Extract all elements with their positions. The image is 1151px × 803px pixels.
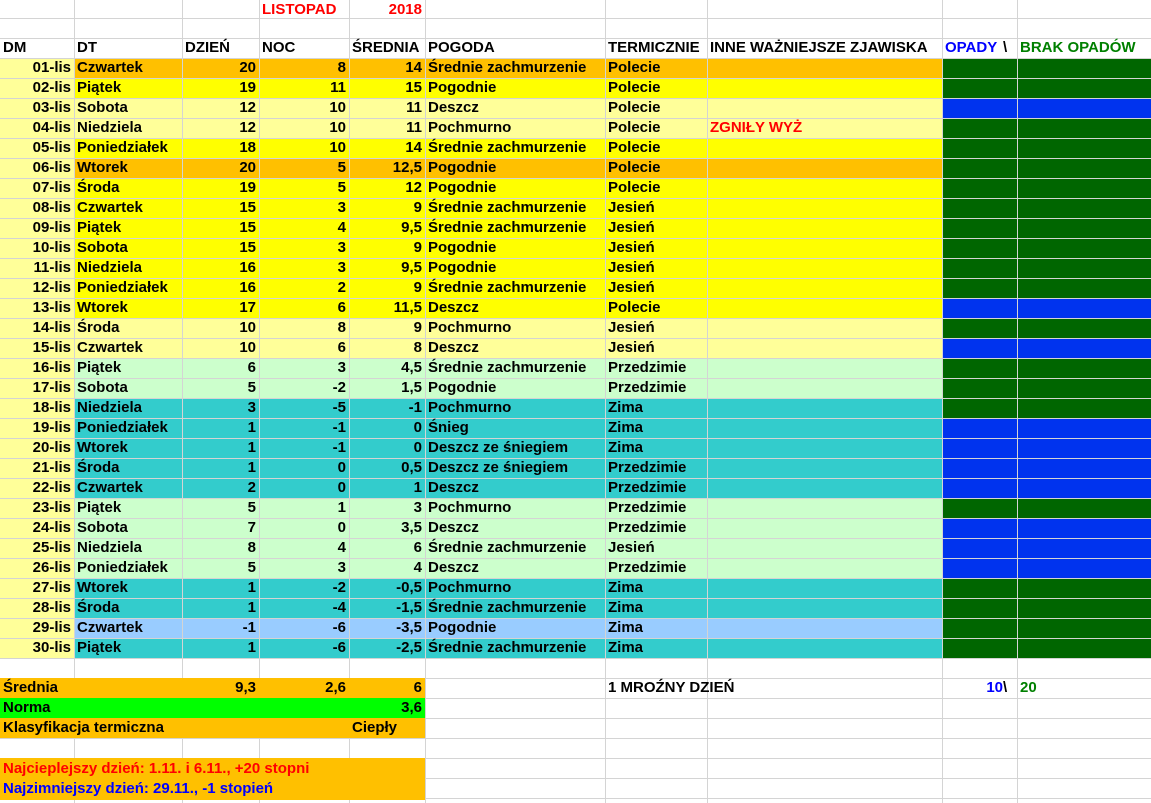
- precip-fill: [942, 278, 1151, 298]
- row-avg-temp: 8: [413, 339, 422, 356]
- row-day-temp: -1: [242, 619, 256, 636]
- row-weather: Pochmurno: [428, 119, 512, 136]
- row-day-temp: 10: [239, 319, 256, 336]
- row-weekday: Wtorek: [77, 299, 128, 316]
- row-weather: Pogodnie: [428, 179, 497, 196]
- row-thermal: Zima: [608, 579, 644, 596]
- grid-hline: [0, 658, 1151, 659]
- row-night-temp: 4: [337, 539, 346, 556]
- precip-fill: [942, 78, 1151, 98]
- row-day-temp: 15: [239, 199, 256, 216]
- row-date: 25-lis: [32, 539, 71, 556]
- row-weekday: Środa: [77, 179, 120, 196]
- row-day-temp: 18: [239, 139, 256, 156]
- row-weather: Pogodnie: [428, 379, 497, 396]
- summary-class-value: Ciepły: [352, 719, 398, 736]
- row-weekday: Piątek: [77, 219, 122, 236]
- header-precip: OPADY: [945, 39, 998, 56]
- row-avg-temp: 15: [405, 79, 422, 96]
- row-date: 24-lis: [32, 519, 71, 536]
- row-date: 10-lis: [32, 239, 71, 256]
- precip-fill: [942, 318, 1151, 338]
- row-weekday: Poniedziałek: [77, 419, 168, 436]
- row-day-temp: 1: [247, 419, 256, 436]
- row-avg-temp: 11: [406, 119, 422, 136]
- row-avg-temp: 9: [413, 199, 422, 216]
- row-thermal: Polecie: [608, 139, 661, 156]
- row-date: 21-lis: [32, 459, 71, 476]
- coldest-day-note: Najzimniejszy dzień: 29.11., -1 stopień: [3, 780, 274, 797]
- row-date: 06-lis: [32, 159, 71, 176]
- precip-fill: [942, 58, 1151, 78]
- row-weather: Pochmurno: [428, 399, 512, 416]
- precip-fill: [942, 598, 1151, 618]
- row-night-temp: -1: [332, 419, 346, 436]
- row-night-temp: -5: [332, 399, 346, 416]
- row-weather: Deszcz: [428, 479, 479, 496]
- row-thermal: Jesień: [608, 319, 655, 336]
- row-day-temp: 15: [239, 219, 256, 236]
- row-night-temp: 8: [337, 59, 346, 76]
- header-weather: POGODA: [428, 39, 495, 56]
- month-title: LISTOPAD: [262, 1, 337, 18]
- row-date: 23-lis: [32, 499, 71, 516]
- row-thermal: Przedzimie: [608, 499, 687, 516]
- row-weekday: Poniedziałek: [77, 139, 168, 156]
- row-weather: Średnie zachmurzenie: [428, 599, 587, 616]
- row-avg-temp: 9: [413, 239, 422, 256]
- row-date: 27-lis: [32, 579, 71, 596]
- row-weather: Pochmurno: [428, 319, 512, 336]
- row-weekday: Wtorek: [77, 579, 128, 596]
- row-thermal: Zima: [608, 439, 644, 456]
- row-weekday: Sobota: [77, 379, 128, 396]
- row-night-temp: 1: [337, 499, 346, 516]
- row-weather: Pogodnie: [428, 259, 497, 276]
- row-weather: Pochmurno: [428, 579, 512, 596]
- row-weather: Średnie zachmurzenie: [428, 539, 587, 556]
- row-thermal: Jesień: [608, 219, 655, 236]
- row-date: 05-lis: [32, 139, 71, 156]
- precip-fill: [942, 518, 1151, 538]
- row-date: 02-lis: [32, 79, 71, 96]
- row-night-temp: 5: [337, 159, 346, 176]
- row-weekday: Czwartek: [77, 339, 143, 356]
- row-avg-temp: 1,5: [401, 379, 422, 396]
- row-weather: Średnie zachmurzenie: [428, 59, 587, 76]
- row-date: 16-lis: [32, 359, 71, 376]
- header-day: DZIEŃ: [185, 39, 230, 56]
- row-day-temp: 8: [247, 539, 256, 556]
- row-thermal: Zima: [608, 619, 644, 636]
- row-thermal: Przedzimie: [608, 359, 687, 376]
- precip-fill: [942, 458, 1151, 478]
- row-date: 13-lis: [32, 299, 71, 316]
- row-thermal: Zima: [608, 399, 644, 416]
- row-weekday: Piątek: [77, 639, 122, 656]
- row-thermal: Jesień: [608, 199, 655, 216]
- row-day-temp: 5: [247, 379, 256, 396]
- header-sep: \: [1003, 39, 1008, 56]
- row-weather: Pogodnie: [428, 239, 497, 256]
- row-weather: Średnie zachmurzenie: [428, 219, 587, 236]
- row-night-temp: 11: [330, 79, 346, 96]
- row-day-temp: 19: [239, 79, 256, 96]
- row-avg-temp: 0: [413, 439, 422, 456]
- row-weekday: Niedziela: [77, 259, 143, 276]
- row-weekday: Środa: [77, 459, 120, 476]
- precip-fill: [942, 258, 1151, 278]
- row-thermal: Polecie: [608, 159, 661, 176]
- row-date: 18-lis: [32, 399, 71, 416]
- precip-fill: [942, 98, 1151, 118]
- row-day-temp: 5: [247, 499, 256, 516]
- row-avg-temp: -2,5: [396, 639, 422, 656]
- row-avg-temp: 9,5: [401, 219, 422, 236]
- row-day-temp: 19: [239, 179, 256, 196]
- row-weather: Średnie zachmurzenie: [428, 139, 587, 156]
- row-weather: Średnie zachmurzenie: [428, 279, 587, 296]
- row-weekday: Sobota: [77, 519, 128, 536]
- row-weekday: Piątek: [77, 499, 122, 516]
- row-night-temp: 2: [337, 279, 346, 296]
- precip-fill: [942, 198, 1151, 218]
- row-thermal: Zima: [608, 639, 644, 656]
- row-date: 14-lis: [32, 319, 71, 336]
- row-weekday: Czwartek: [77, 619, 143, 636]
- row-day-temp: 20: [239, 59, 256, 76]
- row-thermal: Zima: [608, 419, 644, 436]
- row-thermal: Polecie: [608, 179, 661, 196]
- row-thermal: Przedzimie: [608, 479, 687, 496]
- row-weekday: Niedziela: [77, 399, 143, 416]
- row-day-temp: 1: [247, 459, 256, 476]
- header-avg: ŚREDNIA: [352, 39, 420, 56]
- row-day-temp: 6: [247, 359, 256, 376]
- row-weather: Deszcz ze śniegiem: [428, 459, 569, 476]
- summary-avg-night: 2,6: [325, 679, 346, 696]
- row-weekday: Środa: [77, 599, 120, 616]
- row-weekday: Środa: [77, 319, 120, 336]
- row-night-temp: -6: [332, 619, 346, 636]
- summary-avg-avg: 6: [413, 679, 422, 696]
- row-weather: Deszcz: [428, 339, 479, 356]
- row-night-temp: 0: [337, 459, 346, 476]
- precip-fill: [942, 118, 1151, 138]
- precip-fill: [942, 358, 1151, 378]
- row-date: 28-lis: [32, 599, 71, 616]
- row-date: 20-lis: [32, 439, 71, 456]
- row-avg-temp: -3,5: [396, 619, 422, 636]
- row-night-temp: 10: [329, 99, 346, 116]
- row-weather: Deszcz ze śniegiem: [428, 439, 569, 456]
- summary-class-label: Klasyfikacja termiczna: [3, 719, 164, 736]
- row-thermal: Jesień: [608, 259, 655, 276]
- row-date: 04-lis: [32, 119, 71, 136]
- row-night-temp: 3: [337, 359, 346, 376]
- row-avg-temp: 12,5: [392, 159, 422, 176]
- row-avg-temp: 0: [413, 419, 422, 436]
- precip-fill: [942, 618, 1151, 638]
- row-weather: Śnieg: [428, 419, 469, 436]
- row-night-temp: 6: [337, 339, 346, 356]
- noprecip-count: 20: [1020, 679, 1037, 696]
- row-day-temp: 16: [239, 279, 256, 296]
- row-night-temp: 5: [337, 179, 346, 196]
- row-day-temp: 1: [247, 599, 256, 616]
- row-day-temp: 1: [247, 639, 256, 656]
- row-thermal: Przedzimie: [608, 519, 687, 536]
- warmest-day-note: Najcieplejszy dzień: 1.11. i 6.11., +20 stopni: [3, 760, 310, 777]
- row-date: 22-lis: [32, 479, 71, 496]
- row-date: 03-lis: [32, 99, 71, 116]
- row-avg-temp: 9: [413, 319, 422, 336]
- precip-fill: [942, 238, 1151, 258]
- row-night-temp: 3: [337, 259, 346, 276]
- summary-norm-label: Norma: [3, 699, 51, 716]
- row-avg-temp: 12: [405, 179, 422, 196]
- row-weather: Średnie zachmurzenie: [428, 639, 587, 656]
- row-date: 12-lis: [32, 279, 71, 296]
- row-avg-temp: 11: [406, 99, 422, 116]
- row-night-temp: 0: [337, 519, 346, 536]
- row-thermal: Jesień: [608, 279, 655, 296]
- precip-count: 10: [986, 679, 1003, 696]
- row-weekday: Czwartek: [77, 479, 143, 496]
- row-thermal: Jesień: [608, 539, 655, 556]
- row-day-temp: 17: [239, 299, 256, 316]
- precip-fill: [942, 418, 1151, 438]
- row-avg-temp: 4: [413, 559, 422, 576]
- row-date: 26-lis: [32, 559, 71, 576]
- row-day-temp: 20: [239, 159, 256, 176]
- row-weather: Deszcz: [428, 519, 479, 536]
- row-avg-temp: -1,5: [396, 599, 422, 616]
- row-avg-temp: -1: [408, 399, 422, 416]
- row-thermal: Polecie: [608, 79, 661, 96]
- row-weather: Średnie zachmurzenie: [428, 359, 587, 376]
- row-weather: Pogodnie: [428, 159, 497, 176]
- row-weekday: Poniedziałek: [77, 279, 168, 296]
- row-thermal: Jesień: [608, 339, 655, 356]
- row-night-temp: 10: [329, 119, 346, 136]
- header-dt: DT: [77, 39, 97, 56]
- row-date: 08-lis: [32, 199, 71, 216]
- row-weekday: Sobota: [77, 99, 128, 116]
- row-weekday: Sobota: [77, 239, 128, 256]
- row-thermal: Jesień: [608, 239, 655, 256]
- row-date: 29-lis: [32, 619, 71, 636]
- precip-fill: [942, 158, 1151, 178]
- row-day-temp: 1: [247, 439, 256, 456]
- row-date: 11-lis: [33, 259, 71, 276]
- row-day-temp: 12: [239, 99, 256, 116]
- row-date: 19-lis: [32, 419, 71, 436]
- row-weather: Pogodnie: [428, 619, 497, 636]
- precip-fill: [942, 178, 1151, 198]
- row-avg-temp: 6: [413, 539, 422, 556]
- row-avg-temp: 0,5: [401, 459, 422, 476]
- row-thermal: Polecie: [608, 119, 661, 136]
- row-thermal: Przedzimie: [608, 559, 687, 576]
- row-night-temp: -2: [332, 579, 346, 596]
- row-weather: Deszcz: [428, 559, 479, 576]
- row-night-temp: 10: [329, 139, 346, 156]
- row-night-temp: 3: [337, 199, 346, 216]
- row-day-temp: 5: [247, 559, 256, 576]
- row-day-temp: 2: [247, 479, 256, 496]
- grid-hline: [0, 18, 1151, 19]
- row-weekday: Niedziela: [77, 119, 143, 136]
- row-night-temp: -6: [332, 639, 346, 656]
- precip-fill: [942, 638, 1151, 658]
- row-avg-temp: 3: [413, 499, 422, 516]
- row-night-temp: 3: [337, 239, 346, 256]
- row-weekday: Wtorek: [77, 159, 128, 176]
- row-night-temp: 6: [337, 299, 346, 316]
- header-noprecip: BRAK OPADÓW: [1020, 39, 1136, 56]
- row-avg-temp: -0,5: [396, 579, 422, 596]
- year-title: 2018: [388, 1, 422, 18]
- precip-fill: [942, 338, 1151, 358]
- summary-avg-day: 9,3: [235, 679, 256, 696]
- row-weather: Pochmurno: [428, 499, 512, 516]
- row-thermal: Przedzimie: [608, 379, 687, 396]
- header-thermal: TERMICZNIE: [608, 39, 700, 56]
- row-avg-temp: 4,5: [401, 359, 422, 376]
- row-night-temp: -4: [332, 599, 346, 616]
- row-weather: Średnie zachmurzenie: [428, 199, 587, 216]
- precip-fill: [942, 538, 1151, 558]
- row-thermal: Polecie: [608, 59, 661, 76]
- row-night-temp: 4: [337, 219, 346, 236]
- row-weekday: Niedziela: [77, 539, 143, 556]
- row-day-temp: 12: [239, 119, 256, 136]
- row-avg-temp: 9,5: [401, 259, 422, 276]
- row-avg-temp: 14: [405, 59, 422, 76]
- header-dm: DM: [3, 39, 27, 56]
- precip-fill: [942, 498, 1151, 518]
- row-avg-temp: 3,5: [401, 519, 422, 536]
- row-date: 09-lis: [32, 219, 71, 236]
- row-date: 07-lis: [32, 179, 71, 196]
- row-day-temp: 16: [239, 259, 256, 276]
- row-day-temp: 7: [247, 519, 256, 536]
- header-night: NOC: [262, 39, 296, 56]
- row-day-temp: 1: [247, 579, 256, 596]
- summary-norm-value: 3,6: [401, 699, 422, 716]
- row-night-temp: -1: [332, 439, 346, 456]
- row-avg-temp: 9: [413, 279, 422, 296]
- row-night-temp: -2: [332, 379, 346, 396]
- row-weather: Deszcz: [428, 299, 479, 316]
- summary-avg-label: Średnia: [3, 679, 59, 696]
- row-day-temp: 10: [239, 339, 256, 356]
- row-date: 30-lis: [32, 639, 71, 656]
- row-weather: Deszcz: [428, 99, 479, 116]
- row-weather: Pogodnie: [428, 79, 497, 96]
- row-weekday: Czwartek: [77, 199, 143, 216]
- grid-hline: [0, 738, 1151, 739]
- row-avg-temp: 11,5: [393, 299, 422, 316]
- row-night-temp: 3: [337, 559, 346, 576]
- row-thermal: Polecie: [608, 99, 661, 116]
- precip-fill: [942, 558, 1151, 578]
- row-day-temp: 15: [239, 239, 256, 256]
- row-weekday: Piątek: [77, 79, 122, 96]
- header-events: INNE WAŻNIEJSZE ZJAWISKA: [710, 39, 928, 56]
- frost-day-label: 1 MROŹNY DZIEŃ: [608, 679, 735, 696]
- precip-fill: [942, 578, 1151, 598]
- precip-fill: [942, 138, 1151, 158]
- precip-fill: [942, 398, 1151, 418]
- row-weekday: Czwartek: [77, 59, 143, 76]
- row-note: ZGNIŁY WYŻ: [710, 119, 803, 136]
- precip-fill: [942, 298, 1151, 318]
- precip-fill: [942, 378, 1151, 398]
- row-thermal: Zima: [608, 599, 644, 616]
- row-weekday: Poniedziałek: [77, 559, 168, 576]
- row-avg-temp: 14: [405, 139, 422, 156]
- row-date: 17-lis: [32, 379, 71, 396]
- row-date: 01-lis: [32, 59, 71, 76]
- row-night-temp: 0: [337, 479, 346, 496]
- row-thermal: Przedzimie: [608, 459, 687, 476]
- precip-fill: [942, 478, 1151, 498]
- row-weekday: Wtorek: [77, 439, 128, 456]
- row-weekday: Piątek: [77, 359, 122, 376]
- row-thermal: Polecie: [608, 299, 661, 316]
- row-avg-temp: 1: [413, 479, 422, 496]
- row-date: 15-lis: [32, 339, 71, 356]
- count-sep: \: [1003, 679, 1008, 696]
- row-day-temp: 3: [247, 399, 256, 416]
- precip-fill: [942, 438, 1151, 458]
- precip-fill: [942, 218, 1151, 238]
- row-night-temp: 8: [337, 319, 346, 336]
